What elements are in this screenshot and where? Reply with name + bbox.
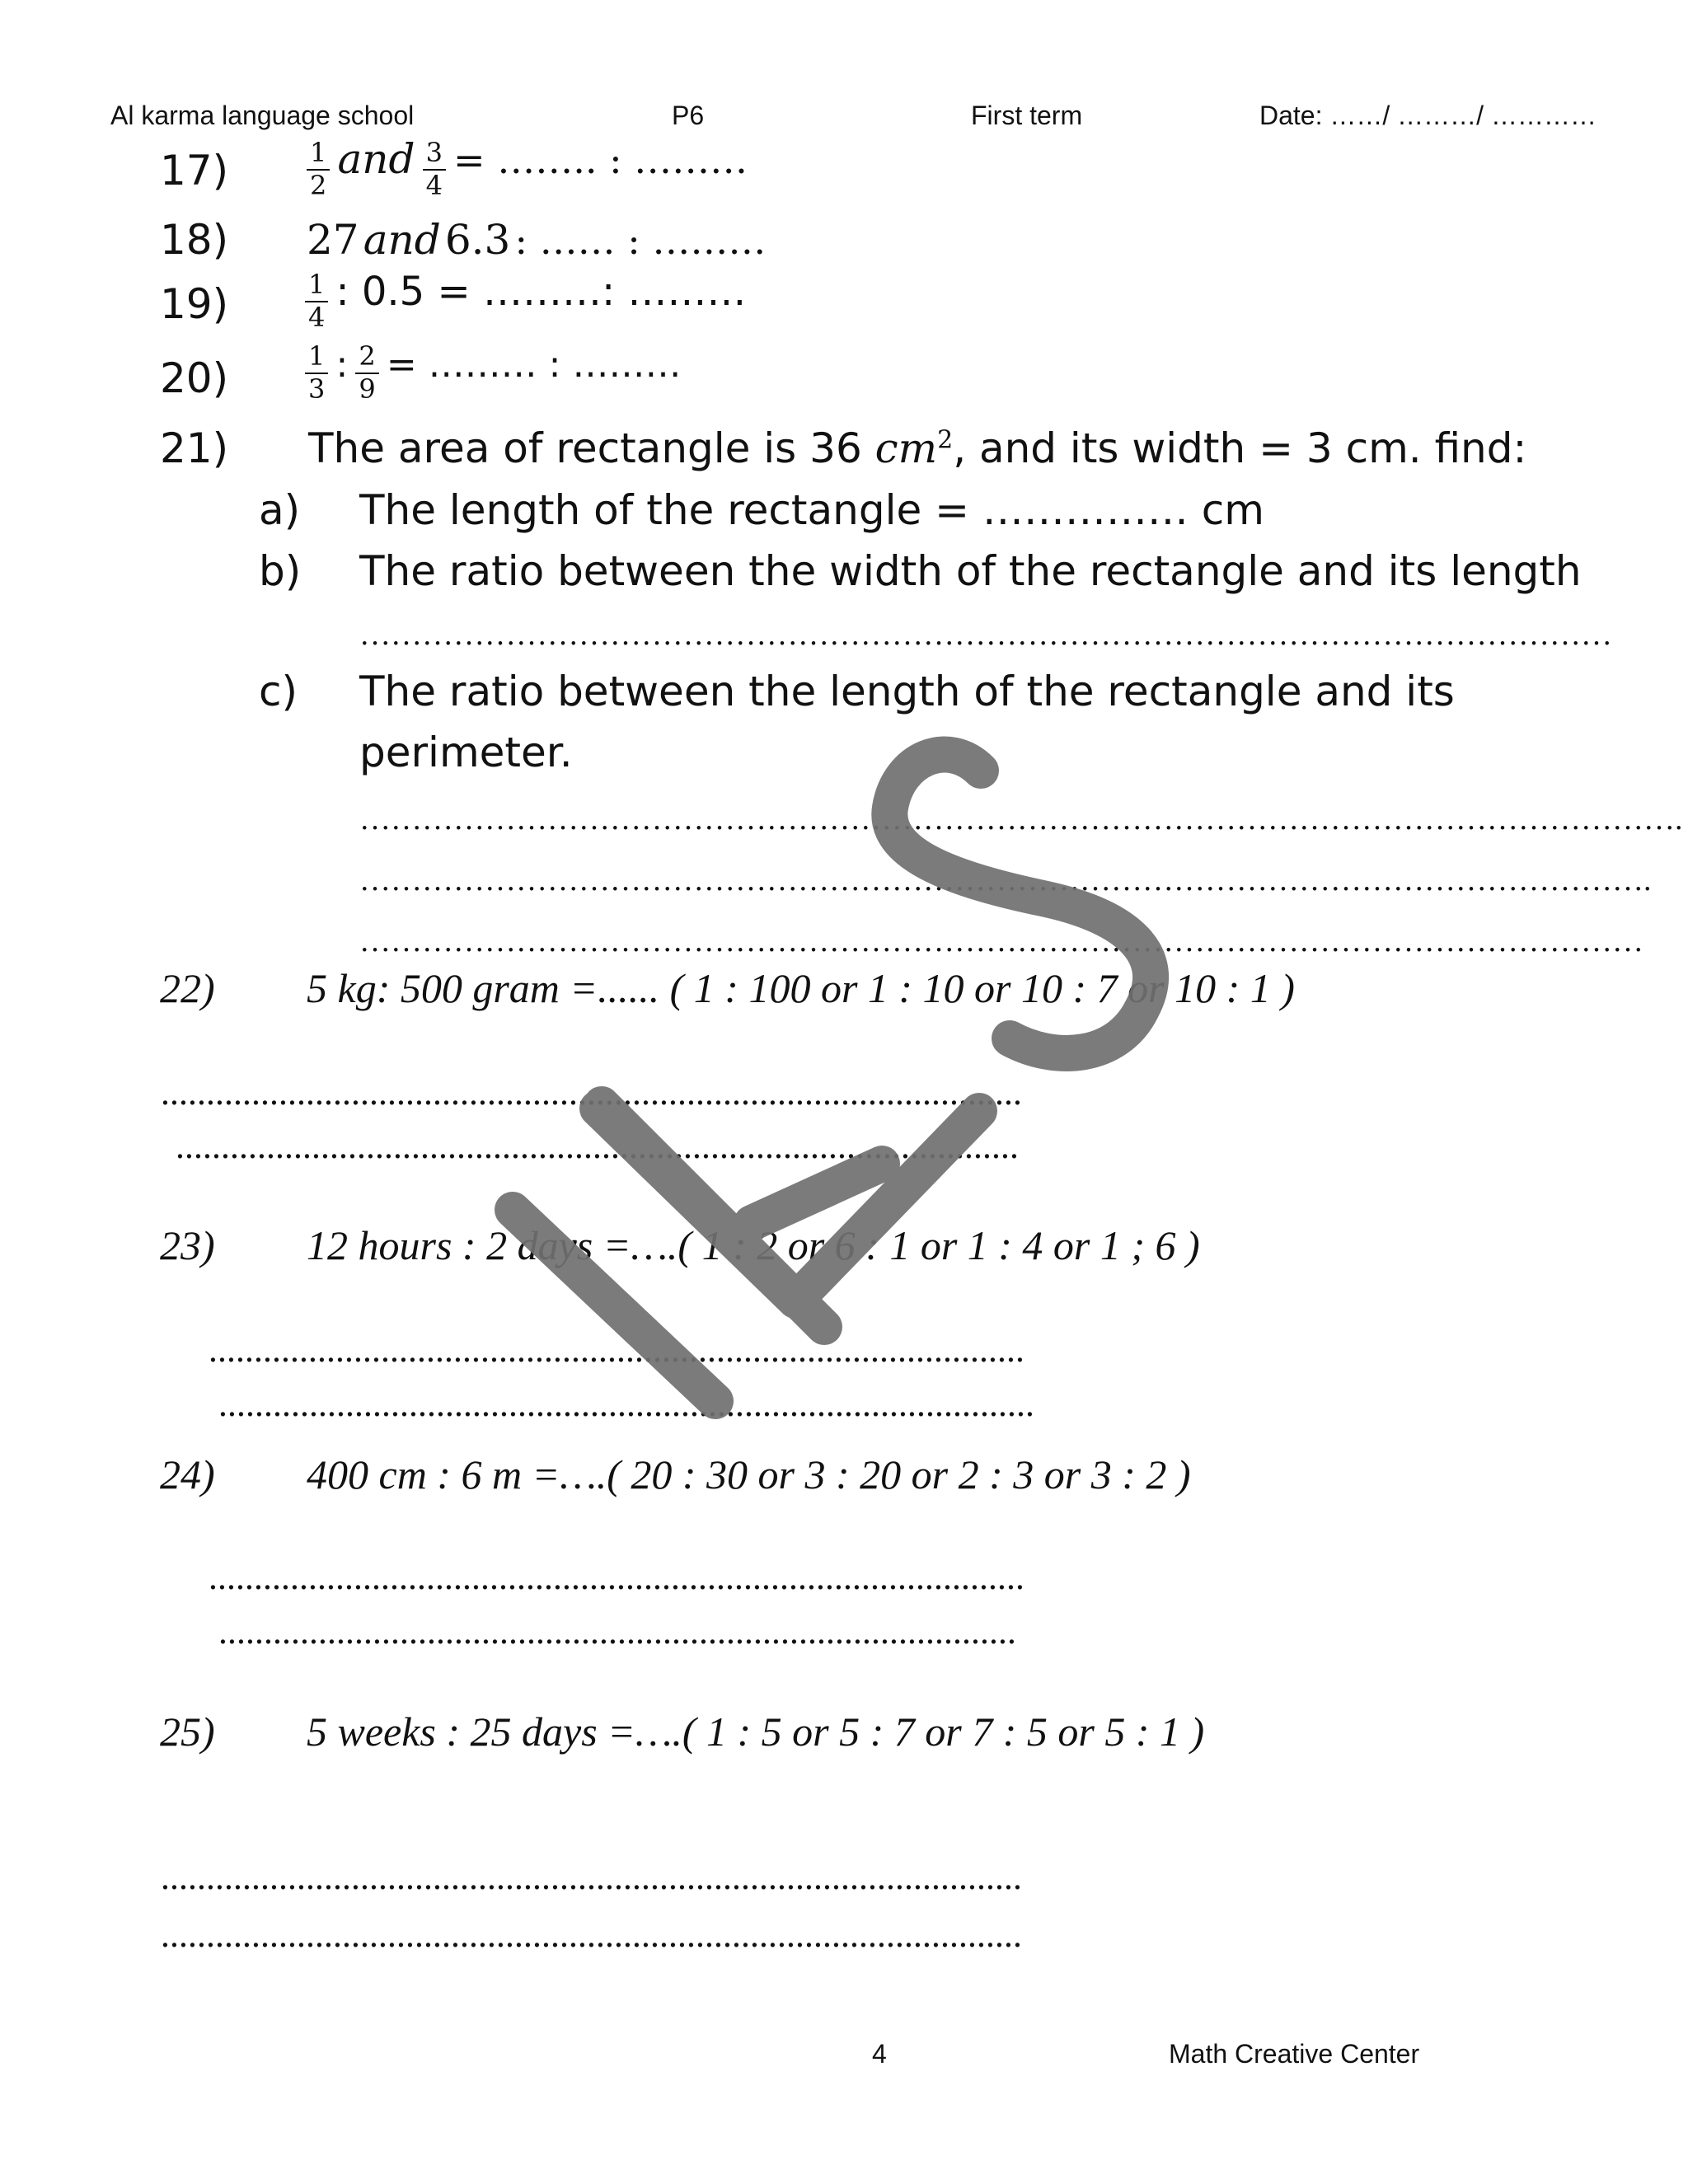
question-number: 18) [160, 216, 229, 264]
fraction: $\frac{2}{9}$ [355, 343, 378, 403]
question-number: 17) [160, 147, 229, 194]
answer-line: ............................................................................................. [176, 1126, 1020, 1166]
sub-label: a) [259, 486, 301, 534]
question-number: 25) [160, 1708, 215, 1755]
term-label: First term [971, 101, 1083, 130]
fraction: $\frac{1}{3}$ [305, 343, 328, 403]
question-number: 20) [160, 354, 229, 402]
question-number: 19) [160, 280, 229, 328]
question-number: 23) [160, 1222, 215, 1268]
fraction: $\frac{1}{2}$ [307, 139, 330, 199]
answer-line: ……………………………………………………………………………………………………………. [359, 863, 1652, 898]
sub-label: c) [259, 668, 298, 715]
question-21-stem: The area of rectangle is 36 $cm^2$, and its width = 3 cm. find: [308, 424, 1527, 472]
footer-center-name: Math Creative Center [1169, 2039, 1420, 2069]
grade-label: P6 [672, 101, 705, 130]
question-19-expression: $\frac{1}{4}$ : 0.5 = ………: ……… [302, 269, 746, 331]
answer-line: ........................................................................................ [219, 1611, 1017, 1652]
question-24-text: 400 cm : 6 m =….( 20 : 30 or 3 : 20 or 2 : 3 or 3 : 2 ) [307, 1451, 1191, 1497]
answer-line: ............................................................................................... [162, 1072, 1023, 1113]
question-number: 24) [160, 1451, 215, 1497]
answer-line: ………………………………………………………………………………………………………… [359, 617, 1612, 652]
question-17-expression: $\frac{1}{2}$ and $\frac{3}{4}$ = …….. : ……… [303, 135, 748, 199]
answer-line: .......................................................................................... [219, 1384, 1035, 1424]
fraction: $\frac{1}{4}$ [305, 271, 328, 331]
question-25-text: 5 weeks : 25 days =….( 1 : 5 or 5 : 7 or 7 : 5 or 5 : 1 ) [307, 1708, 1205, 1755]
school-name: Al karma language school [110, 101, 415, 130]
answer-line: …………………………………………………………………………………………………………… [359, 924, 1643, 958]
sub-question-c: The ratio between the length of the rectangle and its [359, 668, 1455, 715]
question-20-expression: $\frac{1}{3}$ : $\frac{2}{9}$ = ……… : ……… [302, 343, 681, 403]
page-number: 4 [872, 2039, 887, 2069]
answer-line: .......................................................................................... [209, 1329, 1025, 1370]
answer-line: ............................................................................................... [162, 1915, 1023, 1955]
answer-line: .......................................................................................... [209, 1557, 1025, 1597]
question-22-text: 5 kg: 500 gram =...... ( 1 : 100 or 1 : 10 or 10 : 7 or 10 : 1 ) [307, 965, 1295, 1011]
question-18-expression: 27 and 6.3 : …… : ……… [307, 216, 767, 264]
answer-line: ............................................................................................... [162, 1857, 1023, 1897]
answer-line: ………………………………………………………………………………………………………………. [359, 802, 1683, 837]
sub-label: b) [259, 547, 302, 595]
question-number: 22) [160, 965, 215, 1011]
sub-question-a: The length of the rectangle = …………… cm [359, 486, 1264, 534]
sub-question-c-continued: perimeter. [359, 729, 573, 776]
question-23-text: 12 hours : 2 days =….( 1 : 2 or 6 : 1 or 1 : 4 or 1 ; 6 ) [307, 1222, 1200, 1268]
date-field: Date: ……/ ………/ ………… [1259, 101, 1597, 130]
sub-question-b: The ratio between the width of the rectangle and its length [359, 547, 1582, 595]
question-number: 21) [160, 424, 229, 472]
fraction: $\frac{3}{4}$ [423, 139, 446, 199]
